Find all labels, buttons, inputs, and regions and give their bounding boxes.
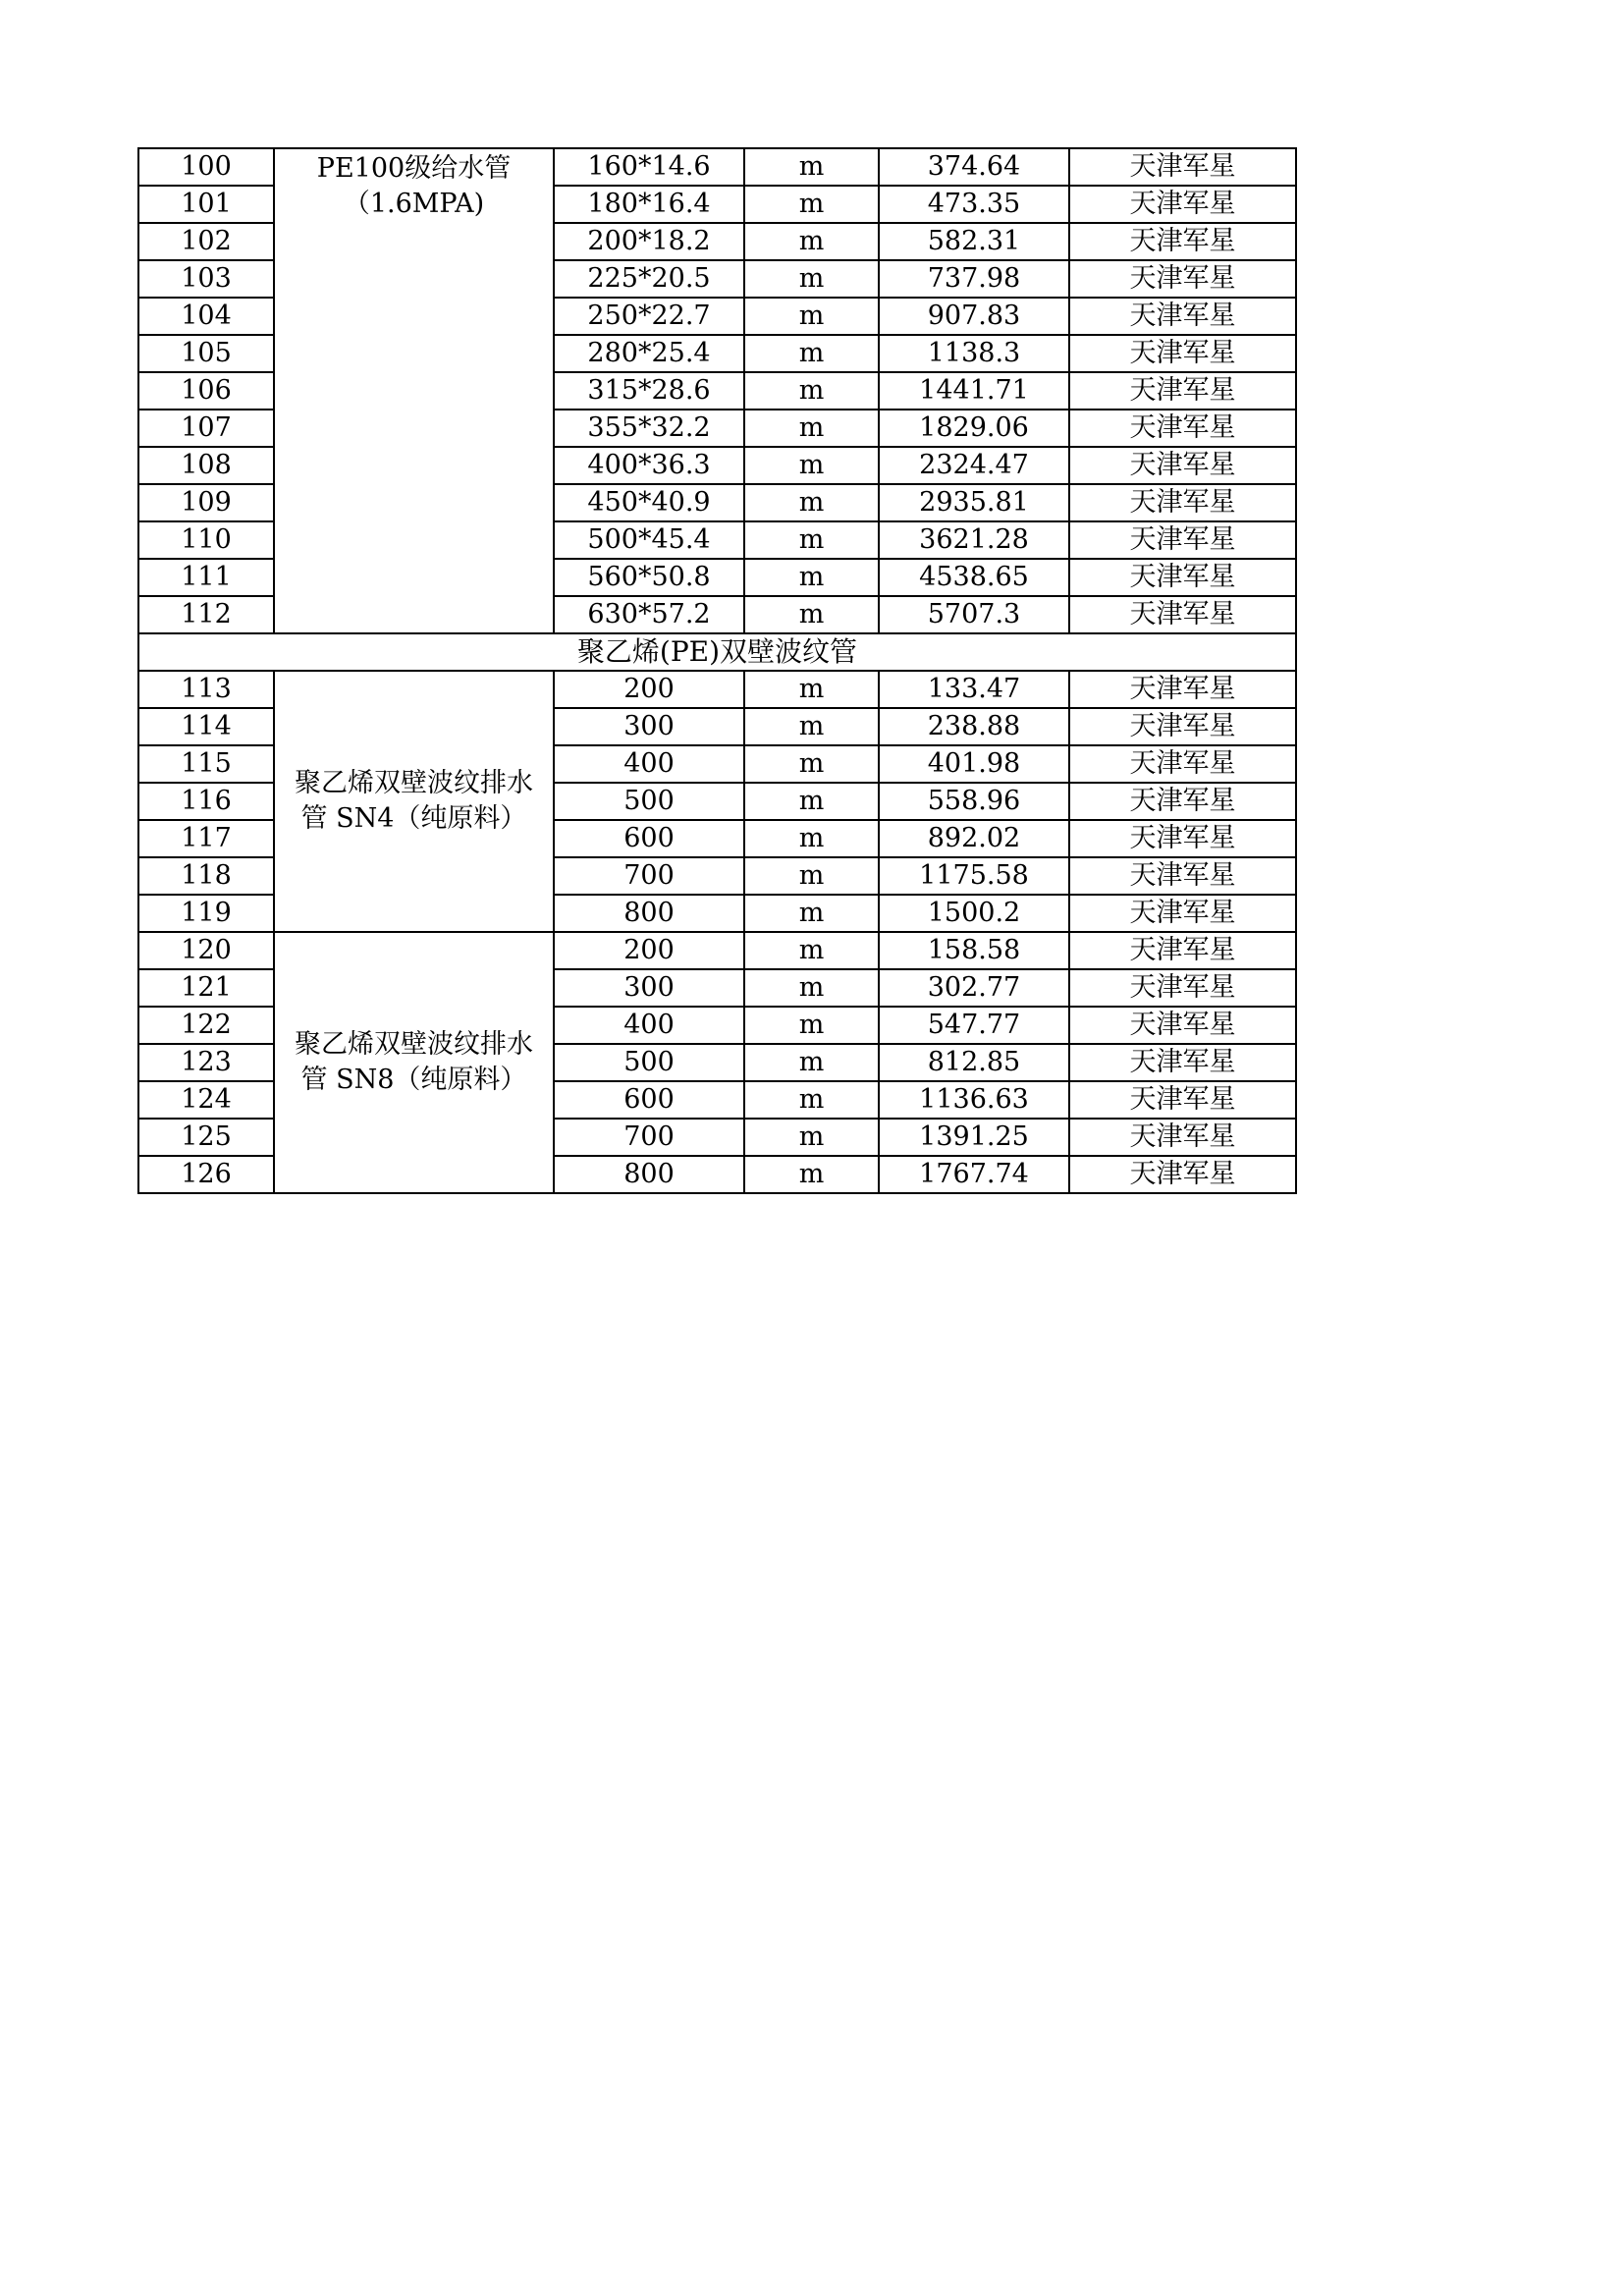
brand-cell: 天津军星 — [1069, 1081, 1296, 1119]
product-name-line: 管 SN4（纯原料） — [300, 803, 527, 834]
unit-cell: m — [744, 484, 879, 521]
unit-cell: m — [744, 335, 879, 372]
unit-cell: m — [744, 372, 879, 410]
spec-cell: 800 — [554, 895, 744, 932]
spec-cell: 280*25.4 — [554, 335, 744, 372]
product-name-cell — [274, 671, 554, 932]
item-number-cell: 107 — [138, 410, 274, 447]
product-name-cell — [274, 148, 554, 633]
spec-cell: 500 — [554, 783, 744, 820]
unit-cell: m — [744, 559, 879, 596]
price-cell: 582.31 — [879, 223, 1069, 260]
price-cell: 1767.74 — [879, 1156, 1069, 1193]
price-table — [137, 147, 1297, 1194]
price-cell: 158.58 — [879, 932, 1069, 969]
spec-cell: 630*57.2 — [554, 596, 744, 633]
item-number-cell: 109 — [138, 484, 274, 521]
table-row — [138, 148, 1296, 186]
item-number-cell: 125 — [138, 1119, 274, 1156]
brand-cell: 天津军星 — [1069, 857, 1296, 895]
spec-cell: 180*16.4 — [554, 186, 744, 223]
item-number-cell: 103 — [138, 260, 274, 298]
spec-cell: 160*14.6 — [554, 148, 744, 186]
brand-cell: 天津军星 — [1069, 895, 1296, 932]
brand-cell: 天津军星 — [1069, 671, 1296, 708]
unit-cell: m — [744, 783, 879, 820]
brand-cell: 天津军星 — [1069, 783, 1296, 820]
spec-cell: 500*45.4 — [554, 521, 744, 559]
brand-cell: 天津军星 — [1069, 298, 1296, 335]
item-number-cell: 117 — [138, 820, 274, 857]
item-number-cell: 102 — [138, 223, 274, 260]
brand-cell: 天津军星 — [1069, 1119, 1296, 1156]
spec-cell: 700 — [554, 857, 744, 895]
price-cell: 5707.3 — [879, 596, 1069, 633]
item-number-cell: 114 — [138, 708, 274, 745]
brand-cell: 天津军星 — [1069, 372, 1296, 410]
brand-cell: 天津军星 — [1069, 969, 1296, 1007]
unit-cell: m — [744, 969, 879, 1007]
spec-cell: 355*32.2 — [554, 410, 744, 447]
price-cell: 374.64 — [879, 148, 1069, 186]
spec-cell: 700 — [554, 1119, 744, 1156]
price-cell: 3621.28 — [879, 521, 1069, 559]
item-number-cell: 126 — [138, 1156, 274, 1193]
item-number-cell: 100 — [138, 148, 274, 186]
spec-cell: 560*50.8 — [554, 559, 744, 596]
brand-cell: 天津军星 — [1069, 521, 1296, 559]
brand-cell: 天津军星 — [1069, 1044, 1296, 1081]
price-cell: 1138.3 — [879, 335, 1069, 372]
price-cell: 302.77 — [879, 969, 1069, 1007]
price-cell: 1500.2 — [879, 895, 1069, 932]
spec-cell: 225*20.5 — [554, 260, 744, 298]
brand-cell: 天津军星 — [1069, 932, 1296, 969]
product-name-line: 聚乙烯双壁波纹排水 — [295, 1029, 533, 1060]
brand-cell: 天津军星 — [1069, 1156, 1296, 1193]
unit-cell: m — [744, 745, 879, 783]
price-cell: 473.35 — [879, 186, 1069, 223]
spec-cell: 315*28.6 — [554, 372, 744, 410]
spec-cell: 200*18.2 — [554, 223, 744, 260]
price-cell: 4538.65 — [879, 559, 1069, 596]
item-number-cell: 113 — [138, 671, 274, 708]
price-cell: 2324.47 — [879, 447, 1069, 484]
unit-cell: m — [744, 148, 879, 186]
price-cell: 1441.71 — [879, 372, 1069, 410]
price-cell: 1829.06 — [879, 410, 1069, 447]
item-number-cell: 106 — [138, 372, 274, 410]
product-name-line: PE100级给水管 — [316, 153, 512, 184]
unit-cell: m — [744, 298, 879, 335]
spec-cell: 200 — [554, 932, 744, 969]
unit-cell: m — [744, 1081, 879, 1119]
unit-cell: m — [744, 596, 879, 633]
brand-cell: 天津军星 — [1069, 148, 1296, 186]
price-cell: 401.98 — [879, 745, 1069, 783]
brand-cell: 天津军星 — [1069, 223, 1296, 260]
product-name-line: 聚乙烯双壁波纹排水 — [295, 768, 533, 798]
unit-cell: m — [744, 1119, 879, 1156]
item-number-cell: 112 — [138, 596, 274, 633]
unit-cell: m — [744, 1007, 879, 1044]
spec-cell: 600 — [554, 820, 744, 857]
brand-cell: 天津军星 — [1069, 186, 1296, 223]
item-number-cell: 119 — [138, 895, 274, 932]
spec-cell: 500 — [554, 1044, 744, 1081]
item-number-cell: 116 — [138, 783, 274, 820]
price-cell: 907.83 — [879, 298, 1069, 335]
brand-cell: 天津军星 — [1069, 260, 1296, 298]
price-cell: 1391.25 — [879, 1119, 1069, 1156]
unit-cell: m — [744, 521, 879, 559]
item-number-cell: 120 — [138, 932, 274, 969]
spec-cell: 400 — [554, 1007, 744, 1044]
brand-cell: 天津军星 — [1069, 708, 1296, 745]
item-number-cell: 122 — [138, 1007, 274, 1044]
item-number-cell: 121 — [138, 969, 274, 1007]
unit-cell: m — [744, 671, 879, 708]
spec-cell: 300 — [554, 708, 744, 745]
brand-cell: 天津军星 — [1069, 410, 1296, 447]
price-cell: 547.77 — [879, 1007, 1069, 1044]
brand-cell: 天津军星 — [1069, 484, 1296, 521]
price-cell: 812.85 — [879, 1044, 1069, 1081]
item-number-cell: 123 — [138, 1044, 274, 1081]
price-cell: 133.47 — [879, 671, 1069, 708]
unit-cell: m — [744, 1044, 879, 1081]
unit-cell: m — [744, 857, 879, 895]
table-row — [138, 671, 1296, 708]
section-header-row — [138, 633, 1296, 671]
table-row — [138, 932, 1296, 969]
product-name-line: 管 SN8（纯原料） — [300, 1065, 527, 1095]
unit-cell: m — [744, 410, 879, 447]
price-cell: 2935.81 — [879, 484, 1069, 521]
item-number-cell: 101 — [138, 186, 274, 223]
brand-cell: 天津军星 — [1069, 745, 1296, 783]
brand-cell: 天津军星 — [1069, 596, 1296, 633]
unit-cell: m — [744, 186, 879, 223]
item-number-cell: 105 — [138, 335, 274, 372]
price-table-body — [138, 148, 1296, 1193]
price-cell: 737.98 — [879, 260, 1069, 298]
spec-cell: 300 — [554, 969, 744, 1007]
brand-cell: 天津军星 — [1069, 1007, 1296, 1044]
item-number-cell: 118 — [138, 857, 274, 895]
item-number-cell: 108 — [138, 447, 274, 484]
unit-cell: m — [744, 708, 879, 745]
item-number-cell: 111 — [138, 559, 274, 596]
spec-cell: 400 — [554, 745, 744, 783]
unit-cell: m — [744, 447, 879, 484]
section-title: 聚乙烯(PE)双壁波纹管 — [138, 633, 1296, 671]
item-number-cell: 124 — [138, 1081, 274, 1119]
price-cell: 238.88 — [879, 708, 1069, 745]
unit-cell: m — [744, 820, 879, 857]
spec-cell: 450*40.9 — [554, 484, 744, 521]
unit-cell: m — [744, 932, 879, 969]
unit-cell: m — [744, 223, 879, 260]
item-number-cell: 115 — [138, 745, 274, 783]
spec-cell: 800 — [554, 1156, 744, 1193]
price-cell: 1136.63 — [879, 1081, 1069, 1119]
unit-cell: m — [744, 895, 879, 932]
brand-cell: 天津军星 — [1069, 559, 1296, 596]
price-cell: 892.02 — [879, 820, 1069, 857]
item-number-cell: 110 — [138, 521, 274, 559]
spec-cell: 400*36.3 — [554, 447, 744, 484]
product-name-cell — [274, 932, 554, 1193]
price-cell: 558.96 — [879, 783, 1069, 820]
brand-cell: 天津军星 — [1069, 335, 1296, 372]
spec-cell: 200 — [554, 671, 744, 708]
brand-cell: 天津军星 — [1069, 447, 1296, 484]
spec-cell: 600 — [554, 1081, 744, 1119]
unit-cell: m — [744, 260, 879, 298]
unit-cell: m — [744, 1156, 879, 1193]
spec-cell: 250*22.7 — [554, 298, 744, 335]
brand-cell: 天津军星 — [1069, 820, 1296, 857]
item-number-cell: 104 — [138, 298, 274, 335]
product-name-line: （1.6MPA) — [343, 189, 485, 219]
price-cell: 1175.58 — [879, 857, 1069, 895]
